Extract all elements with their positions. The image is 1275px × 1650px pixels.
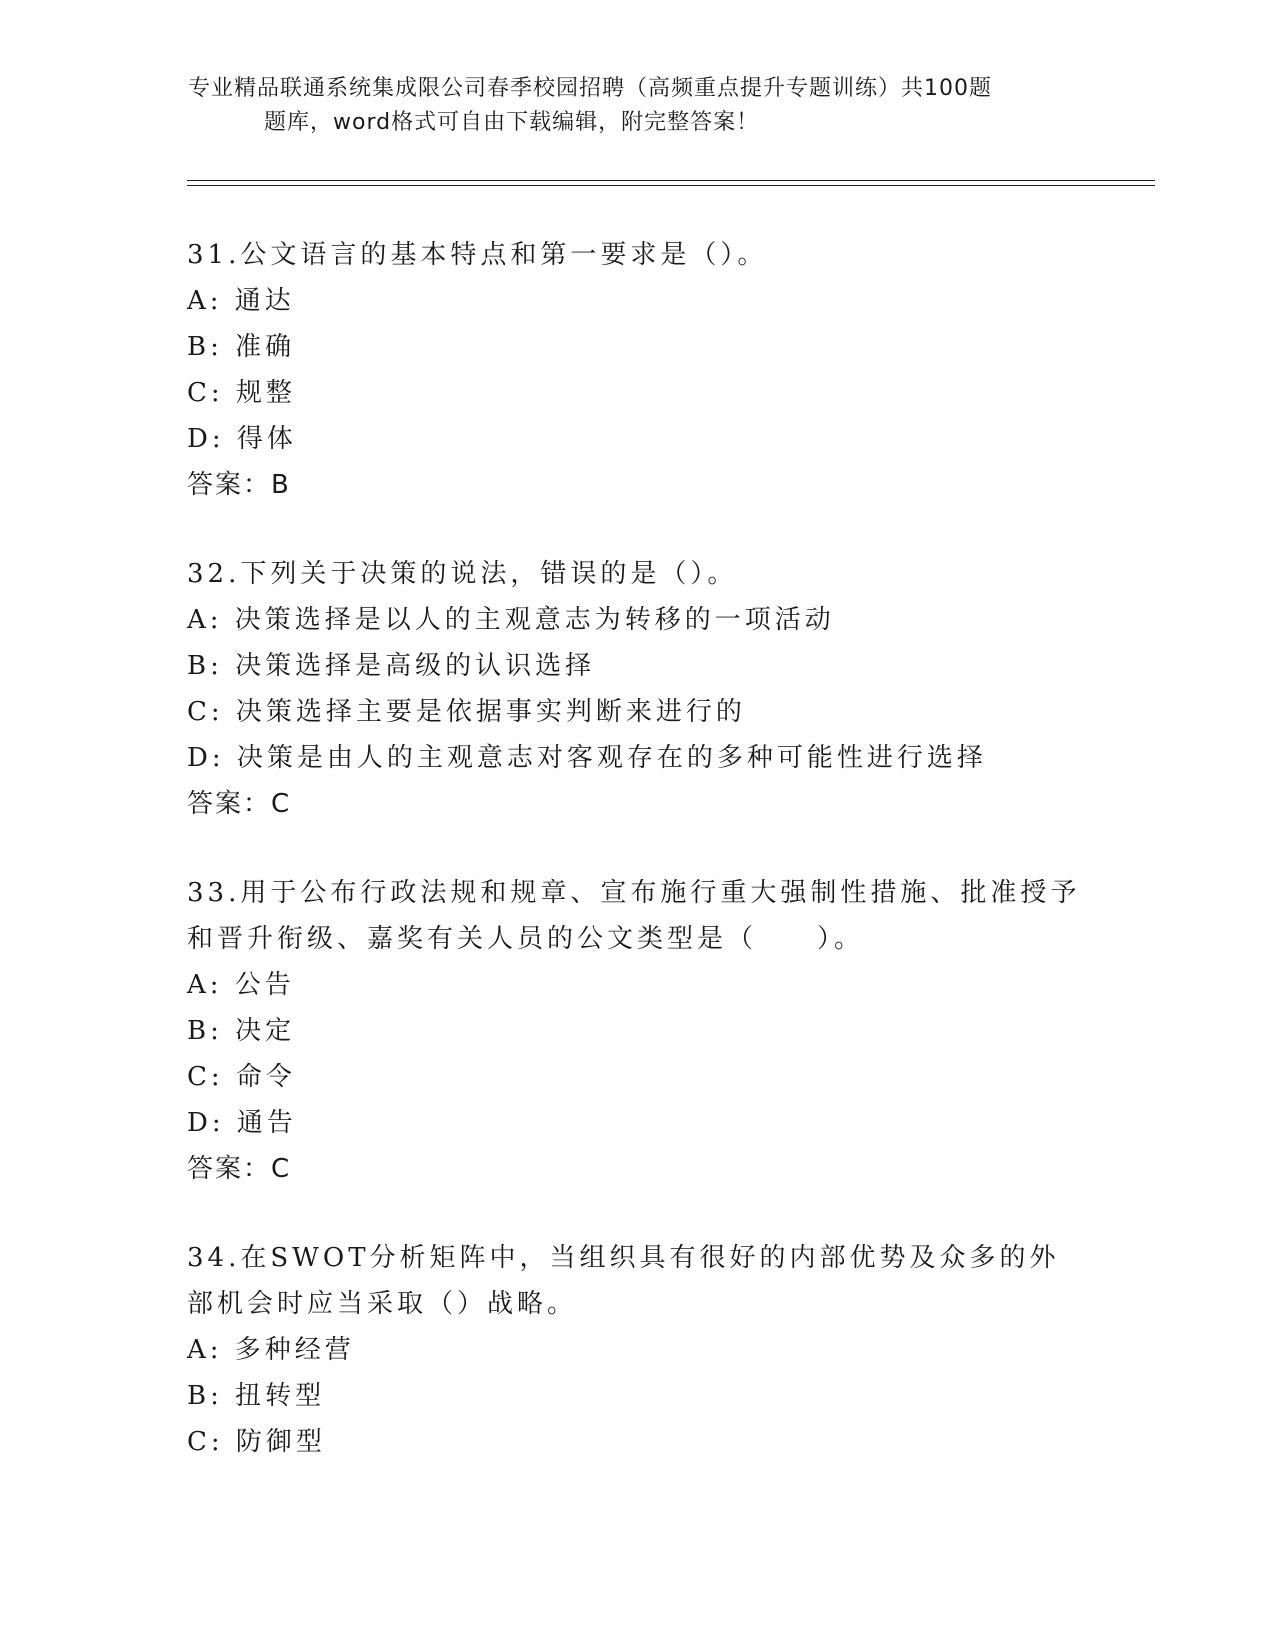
document-header: [188, 72, 1088, 140]
option-a: A: 公告: [187, 970, 295, 1000]
option-d: D: 通告: [187, 1108, 297, 1138]
option-c: C: 规整: [187, 378, 296, 408]
option-c: C: 决策选择主要是依据事实判断来进行的: [187, 697, 746, 727]
question-stem: 33.用于公布行政法规和规章、宣布施行重大强制性措施、批准授予和晋升衔级、嘉奖有关人员的公文类型是（ ）。: [187, 878, 1081, 954]
option-d: D: 决策是由人的主观意志对客观存在的多种可能性进行选择: [187, 743, 987, 773]
option-a: A: 决策选择是以人的主观意志为转移的一项活动: [187, 605, 835, 635]
option-a: A: 通达: [187, 286, 295, 316]
question-stem: 31.公文语言的基本特点和第一要求是（）。: [187, 240, 768, 270]
header-title-line2: 题库，word格式可自由下载编辑，附完整答案！: [264, 110, 760, 135]
answer-line: 答案：C: [187, 1154, 292, 1184]
question-list: [187, 232, 1087, 1508]
question-33: [187, 870, 1087, 1192]
question-stem: 34.在SWOT分析矩阵中，当组织具有很好的内部优势及众多的外部机会时应当采取（）战略。: [187, 1243, 1060, 1319]
question-34: [187, 1235, 1087, 1465]
question-32: [187, 551, 1087, 827]
option-c: C: 防御型: [187, 1427, 326, 1457]
question-31: [187, 232, 1087, 508]
option-b: B: 决策选择是高级的认识选择: [187, 651, 596, 681]
option-b: B: 准确: [187, 332, 296, 362]
answer-line: 答案：C: [187, 789, 292, 819]
question-stem: 32.下列关于决策的说法，错误的是（）。: [187, 559, 738, 589]
answer-line: 答案：B: [187, 470, 291, 500]
option-b: B: 决定: [187, 1016, 296, 1046]
option-c: C: 命令: [187, 1062, 296, 1092]
option-b: B: 扭转型: [187, 1381, 326, 1411]
header-divider-bottom: [187, 185, 1155, 186]
option-d: D: 得体: [187, 424, 297, 454]
header-title-line1: 专业精品联通系统集成限公司春季校园招聘（高频重点提升专题训练）共100题: [188, 76, 992, 101]
option-a: A: 多种经营: [187, 1335, 355, 1365]
header-divider-top: [187, 180, 1155, 181]
